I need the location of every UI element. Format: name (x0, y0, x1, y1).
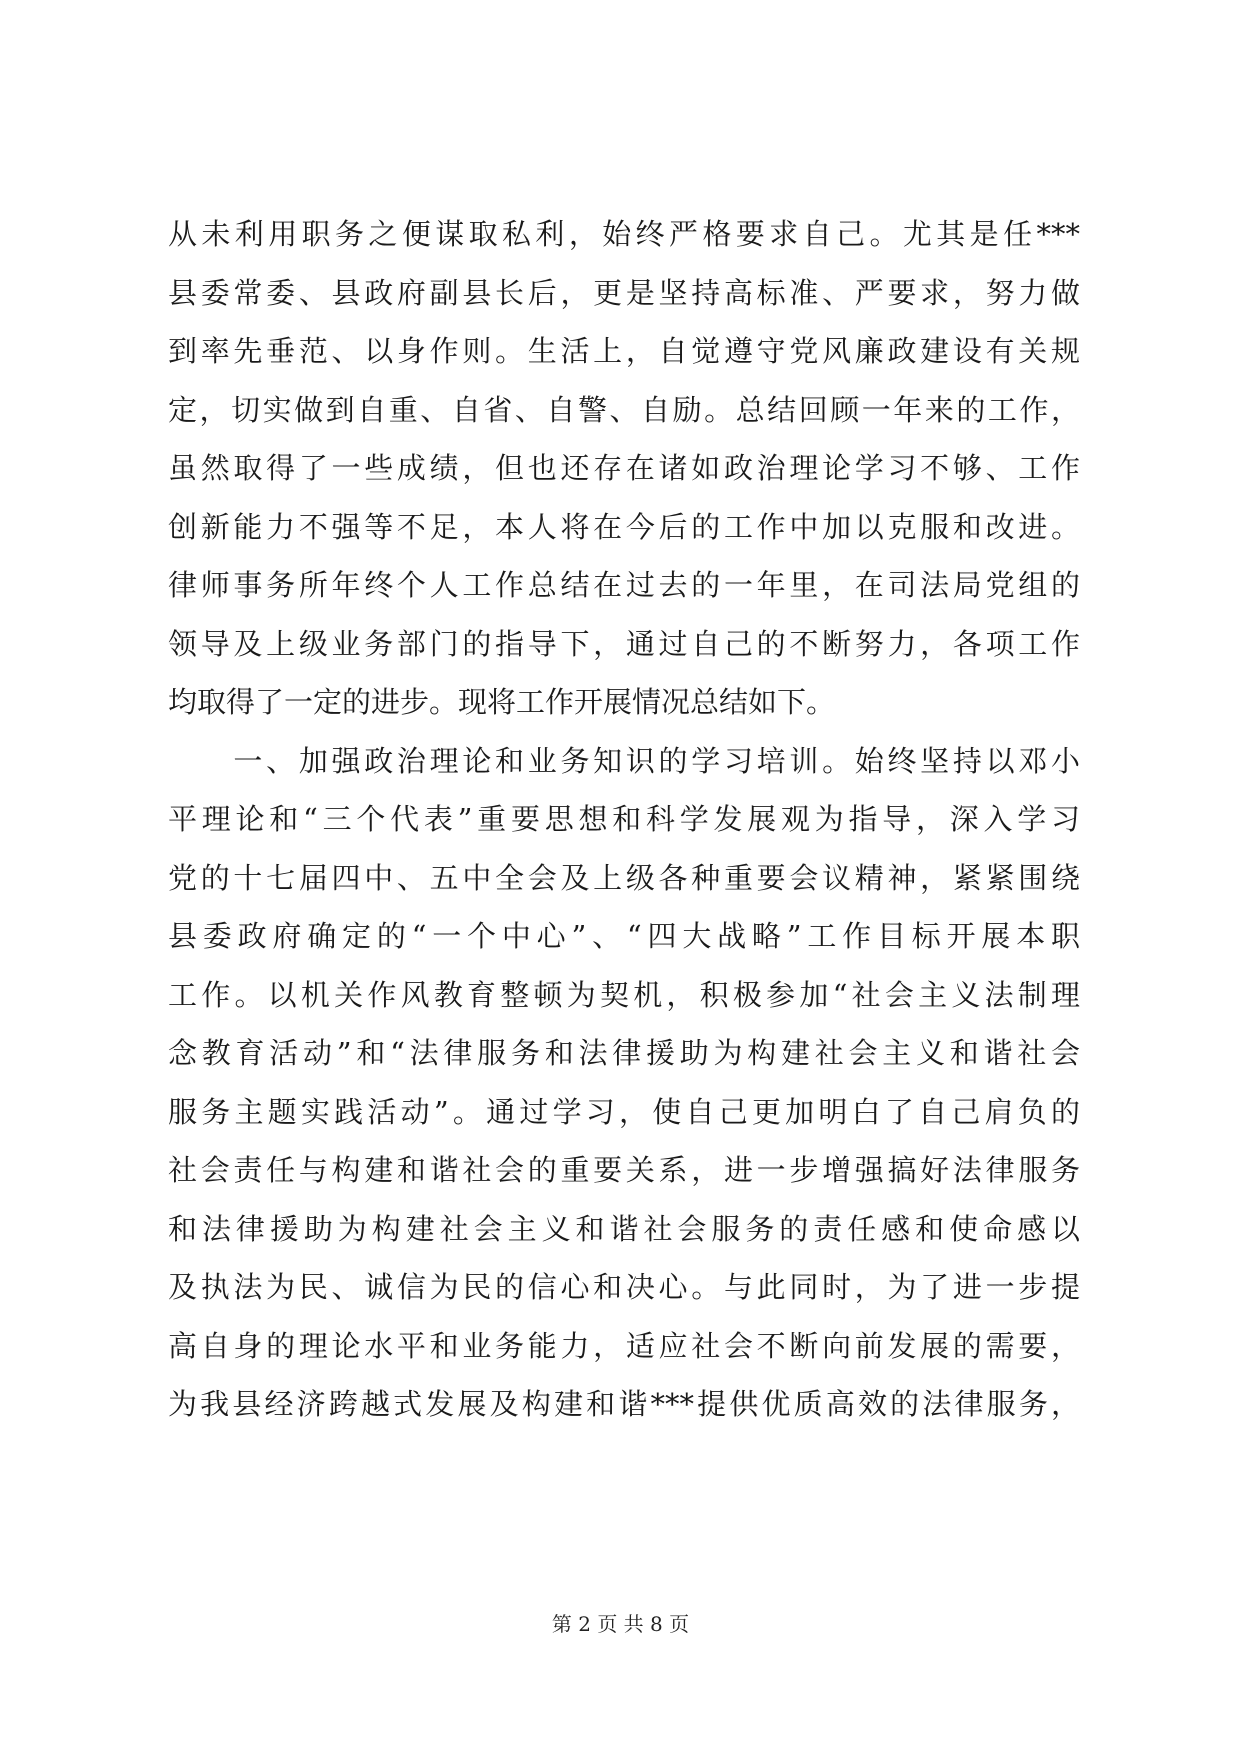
text-line: 县委常委、县政府副县长后，更是坚持高标准、严要求，努力做 (168, 275, 1080, 310)
text-line: 党的十七届四中、五中全会及上级各种重要会议精神，紧紧围绕 (168, 860, 1080, 895)
text-line: 平理论和“三个代表”重要思想和科学发展观为指导，深入学习 (168, 802, 1080, 836)
page-number-footer: 第 2 页 共 8 页 (551, 1612, 690, 1636)
text-line: 县委政府确定的“一个中心”、“四大战略”工作目标开展本职 (168, 919, 1080, 953)
text-line: 从未利用职务之便谋取私利，始终严格要求自己。尤其是任*** (168, 217, 1080, 251)
text-line: 律师事务所年终个人工作总结在过去的一年里，在司法局党组的 (168, 568, 1080, 602)
text-line: 领导及上级业务部门的指导下，通过自己的不断努力，各项工作 (168, 626, 1080, 661)
text-line: 虽然取得了一些成绩，但也还存在诸如政治理论学习不够、工作 (168, 451, 1080, 485)
text-line: 社会责任与构建和谐社会的重要关系，进一步增强搞好法律服务 (168, 1153, 1080, 1187)
text-line: 一、加强政治理论和业务知识的学习培训。始终坚持以邓小 (168, 743, 1080, 778)
text-line: 念教育活动”和“法律服务和法律援助为构建社会主义和谐社会 (168, 1036, 1080, 1070)
text-line: 均取得了一定的进步。现将工作开展情况总结如下。 (168, 685, 836, 719)
text-line: 到率先垂范、以身作则。生活上，自觉遵守党风廉政建设有关规 (168, 334, 1080, 368)
body-text (168, 205, 1080, 1434)
text-line: 及执法为民、诚信为民的信心和决心。与此同时，为了进一步提 (168, 1270, 1080, 1304)
text-line: 工作。以机关作风教育整顿为契机，积极参加“社会主义法制理 (168, 977, 1080, 1012)
text-line: 高自身的理论水平和业务能力，适应社会不断向前发展的需要， (168, 1328, 1080, 1363)
text-line: 和法律援助为构建社会主义和谐社会服务的责任感和使命感以 (168, 1211, 1080, 1246)
text-line: 服务主题实践活动”。通过学习，使自己更加明白了自己肩负的 (168, 1094, 1080, 1129)
text-line: 为我县经济跨越式发展及构建和谐***提供优质高效的法律服务， (168, 1387, 1080, 1421)
text-line: 定，切实做到自重、自省、自警、自励。总结回顾一年来的工作， (168, 392, 1080, 427)
text-line: 创新能力不强等不足，本人将在今后的工作中加以克服和改进。 (168, 509, 1080, 544)
